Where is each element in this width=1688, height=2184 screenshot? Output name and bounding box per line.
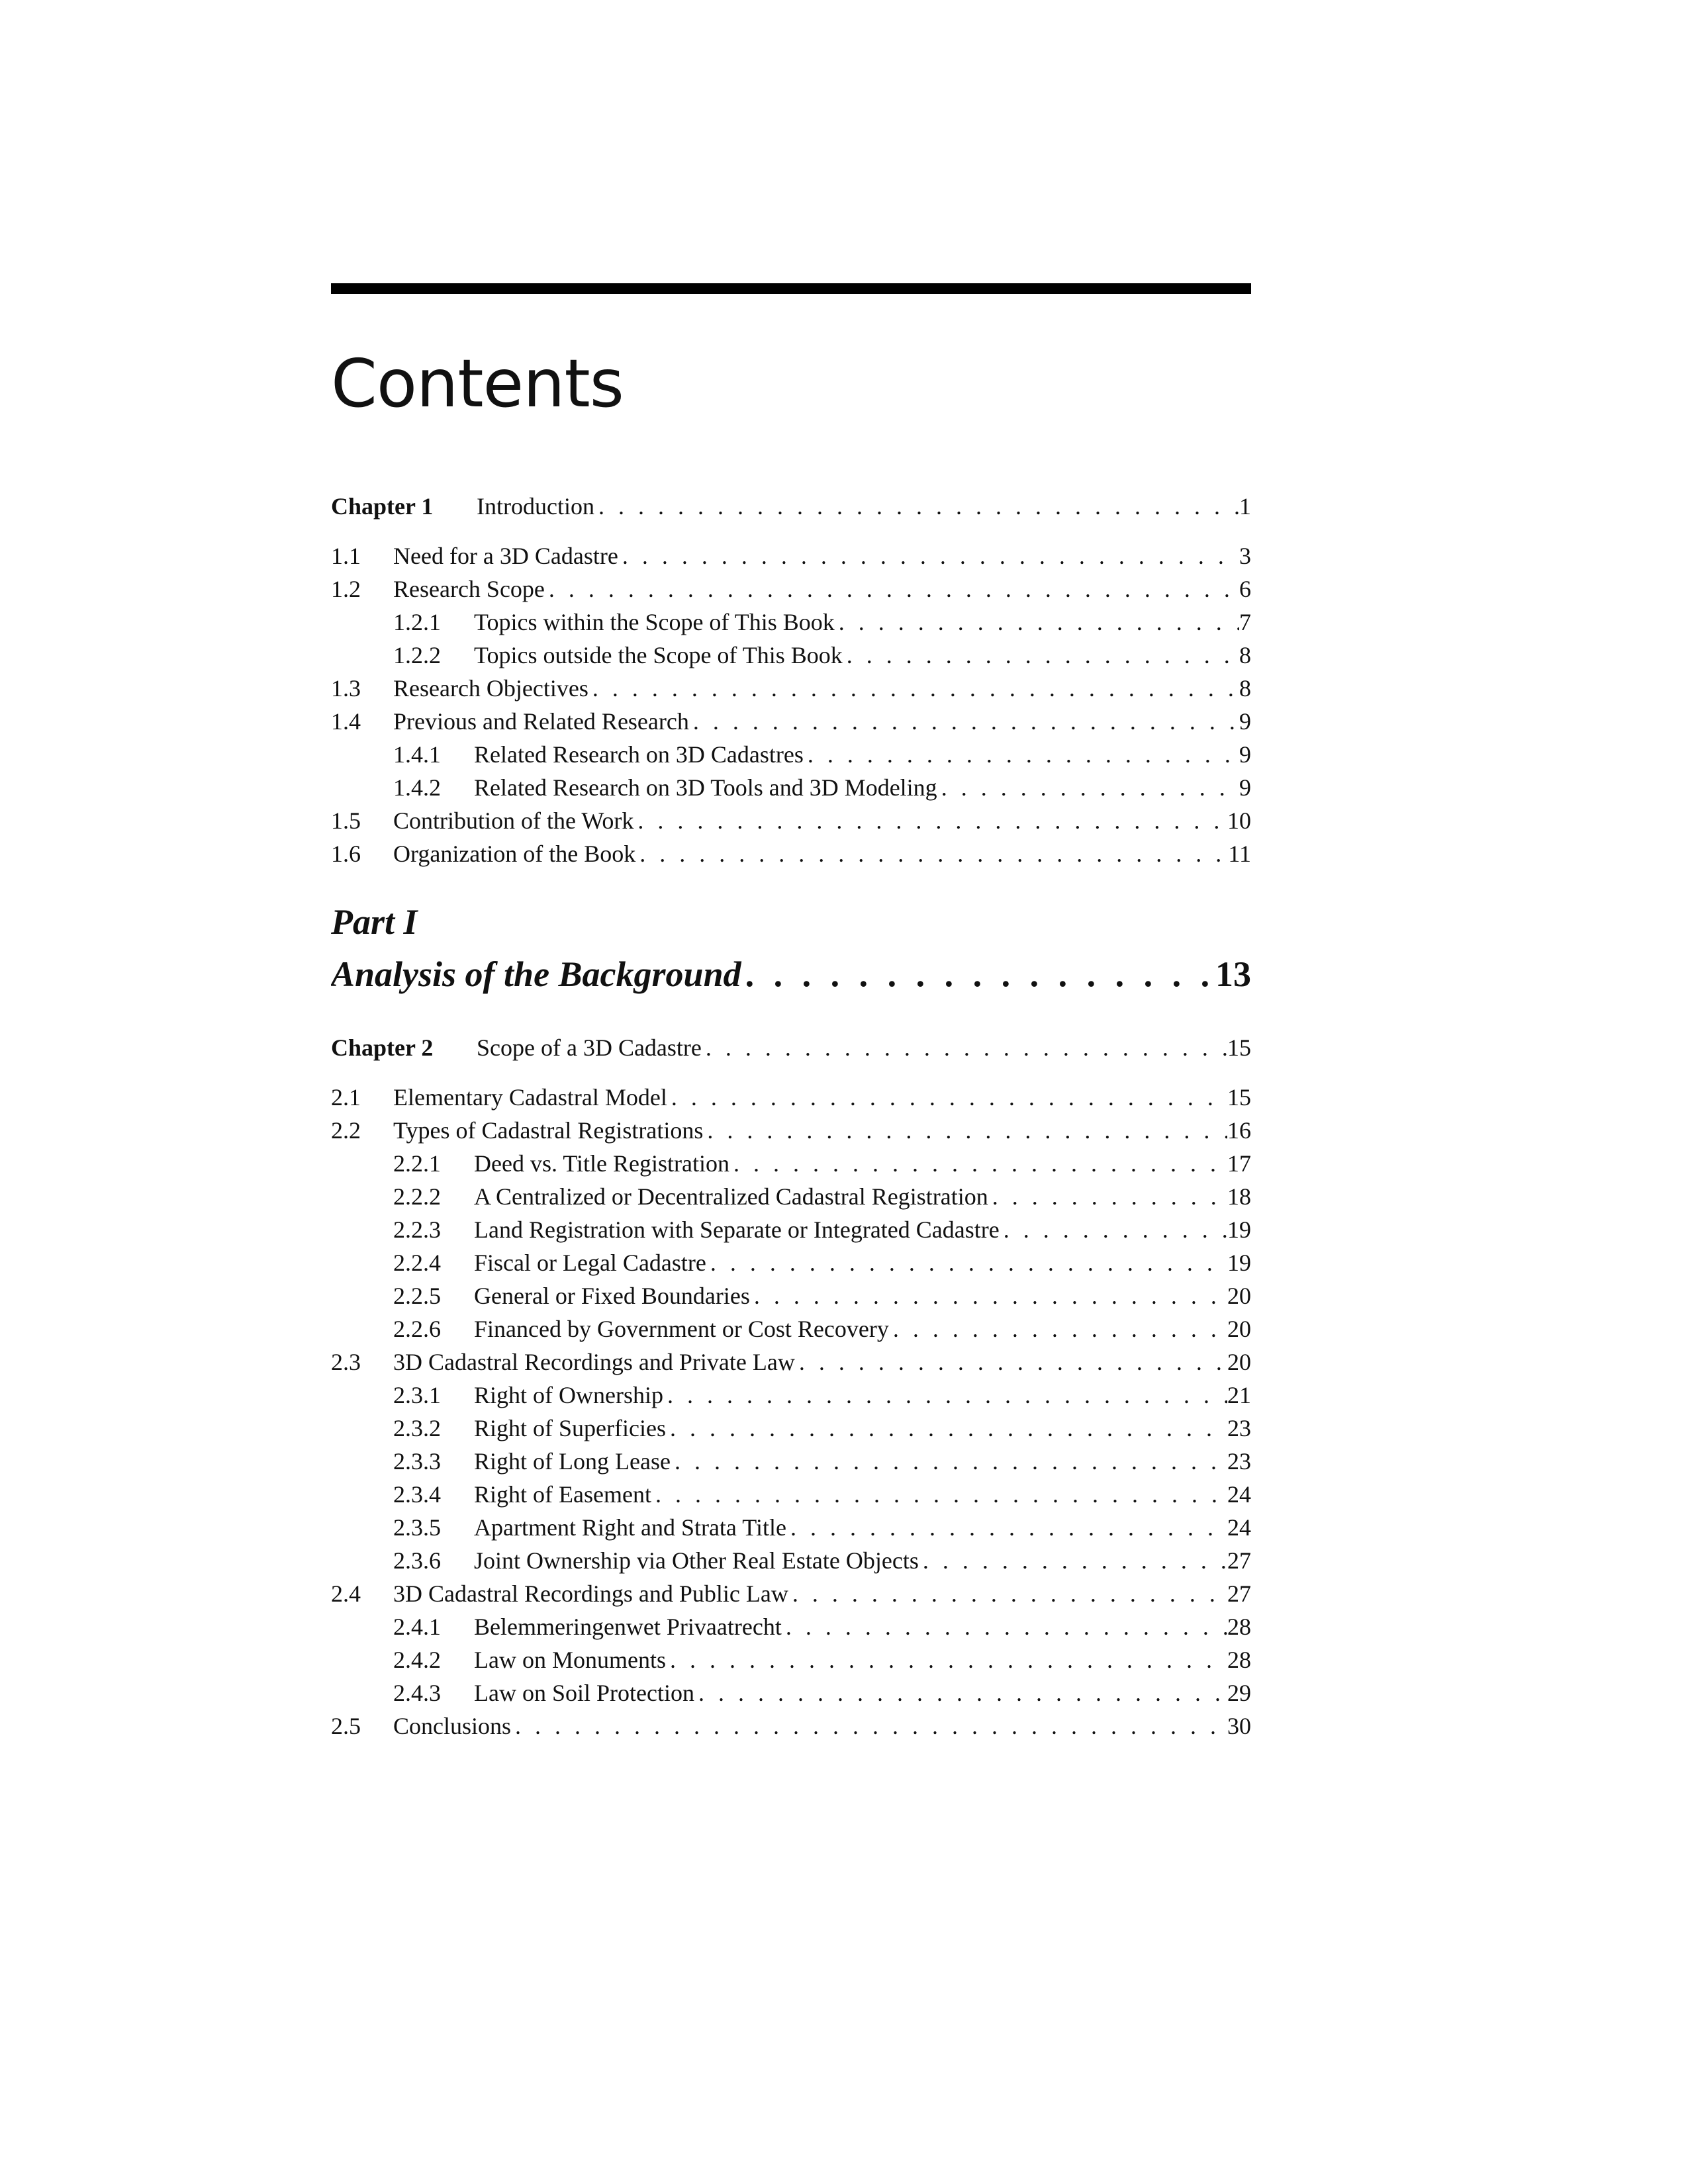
section-number: 2.3.6	[393, 1547, 441, 1574]
page-title: Contents	[331, 345, 624, 422]
section-number: 1.2	[331, 576, 361, 602]
dot-leader	[588, 672, 1239, 705]
dot-leader	[750, 1279, 1227, 1312]
dot-leader	[694, 1676, 1227, 1709]
section-number: 2.3.5	[393, 1514, 441, 1541]
toc-leader	[474, 1147, 1251, 1180]
toc-leader	[393, 804, 1251, 837]
page-number: 23	[1227, 1448, 1251, 1475]
section-number: 2.3	[331, 1349, 361, 1375]
section-title: General or Fixed Boundaries	[474, 1283, 750, 1309]
dot-leader	[782, 1610, 1227, 1643]
page-number: 27	[1227, 1580, 1251, 1607]
section-number: 2.2.4	[393, 1250, 441, 1276]
chapter-label: Chapter 1	[331, 493, 434, 520]
section-title: Right of Long Lease	[474, 1448, 671, 1475]
section-title: Organization of the Book	[393, 841, 636, 867]
section-number: 2.2.6	[393, 1316, 441, 1342]
page-number: 8	[1239, 675, 1251, 702]
section-number: 2.3.4	[393, 1481, 441, 1508]
dot-leader	[511, 1709, 1227, 1743]
section-number: 2.3.3	[393, 1448, 441, 1475]
dot-leader	[667, 1081, 1227, 1114]
section-title: Previous and Related Research	[393, 708, 689, 735]
toc-leader	[393, 539, 1251, 572]
section-number: 2.1	[331, 1084, 361, 1111]
section-title: Topics within the Scope of This Book	[474, 609, 835, 635]
section-number: 1.6	[331, 841, 361, 867]
dot-leader	[788, 1577, 1227, 1610]
dot-leader	[741, 950, 1215, 998]
part-heading[interactable]	[331, 950, 1251, 998]
toc-entry[interactable]	[331, 1246, 1251, 1279]
toc-entry[interactable]	[331, 1676, 1251, 1709]
toc-entry[interactable]	[331, 1081, 1251, 1114]
toc-leader	[474, 1544, 1251, 1577]
toc-leader	[477, 1031, 1251, 1064]
toc-leader	[474, 1246, 1251, 1279]
toc-leader	[477, 490, 1251, 523]
toc-leader	[393, 837, 1251, 870]
toc-entry[interactable]	[331, 1577, 1251, 1610]
section-number: 2.2.1	[393, 1150, 441, 1177]
chapter-title: Scope of a 3D Cadastre	[477, 1034, 702, 1061]
toc-entry[interactable]	[331, 804, 1251, 837]
section-title: Law on Soil Protection	[474, 1680, 694, 1706]
toc-entry[interactable]	[331, 1445, 1251, 1478]
page-number: 29	[1227, 1680, 1251, 1706]
section-number: 1.2.2	[393, 642, 441, 668]
dot-leader	[594, 490, 1239, 523]
dot-leader	[988, 1180, 1227, 1213]
chapter-1-entries	[331, 539, 1251, 870]
page-number: 28	[1227, 1647, 1251, 1673]
section-title: Research Objectives	[393, 675, 588, 702]
page-number: 6	[1239, 576, 1251, 602]
page-number: 9	[1239, 708, 1251, 735]
toc-leader	[393, 1114, 1251, 1147]
page-number: 30	[1227, 1713, 1251, 1739]
dot-leader	[835, 606, 1239, 639]
dot-leader	[635, 837, 1228, 870]
toc-entry[interactable]	[331, 639, 1251, 672]
chapter-label: Chapter 2	[331, 1034, 434, 1061]
toc-entry[interactable]	[331, 1610, 1251, 1643]
dot-leader	[545, 572, 1239, 606]
page-number: 17	[1227, 1150, 1251, 1177]
page-number: 15	[1227, 1034, 1251, 1061]
dot-leader	[804, 738, 1239, 771]
page-number: 19	[1227, 1250, 1251, 1276]
section-title: Right of Ownership	[474, 1382, 663, 1408]
dot-leader	[702, 1031, 1227, 1064]
section-title: Joint Ownership via Other Real Estate Objects	[474, 1547, 919, 1574]
page-number: 20	[1227, 1316, 1251, 1342]
toc-leader	[393, 672, 1251, 705]
toc-leader	[393, 705, 1251, 738]
page-number: 20	[1227, 1283, 1251, 1309]
section-number: 1.4.2	[393, 774, 441, 801]
dot-leader	[706, 1246, 1227, 1279]
dot-leader	[689, 705, 1239, 738]
page-number: 10	[1227, 807, 1251, 834]
part-title: Analysis of the Background	[331, 954, 741, 994]
toc-leader	[474, 1610, 1251, 1643]
section-title: Right of Easement	[474, 1481, 651, 1508]
section-title: Deed vs. Title Registration	[474, 1150, 729, 1177]
section-number: 1.5	[331, 807, 361, 834]
dot-leader	[843, 639, 1239, 672]
page-number: 24	[1227, 1481, 1251, 1508]
toc-leader	[474, 1279, 1251, 1312]
toc-leader	[393, 1081, 1251, 1114]
toc-entry[interactable]	[331, 1544, 1251, 1577]
toc-entry[interactable]	[331, 1511, 1251, 1544]
page-number: 27	[1227, 1547, 1251, 1574]
section-title: Topics outside the Scope of This Book	[474, 642, 843, 668]
toc-leader	[474, 1379, 1251, 1412]
toc-entry[interactable]	[331, 1478, 1251, 1511]
page-number: 13	[1215, 954, 1251, 994]
toc-entry[interactable]	[331, 539, 1251, 572]
section-title: Research Scope	[393, 576, 545, 602]
dot-leader	[651, 1478, 1227, 1511]
page-number: 1	[1239, 493, 1251, 520]
section-title: Conclusions	[393, 1713, 512, 1739]
dot-leader	[618, 539, 1239, 572]
section-title: Elementary Cadastral Model	[393, 1084, 667, 1111]
toc-leader	[474, 639, 1251, 672]
section-title: Apartment Right and Strata Title	[474, 1514, 786, 1541]
toc-entry[interactable]	[331, 1709, 1251, 1743]
toc-leader	[474, 1213, 1251, 1246]
dot-leader	[919, 1544, 1227, 1577]
section-title: Right of Superficies	[474, 1415, 666, 1441]
section-number: 2.3.1	[393, 1382, 441, 1408]
page-number: 11	[1228, 841, 1251, 867]
section-number: 2.2	[331, 1117, 361, 1144]
section-number: 2.3.2	[393, 1415, 441, 1441]
toc-leader	[393, 1709, 1251, 1743]
toc-leader	[393, 572, 1251, 606]
toc-leader	[474, 771, 1251, 804]
toc-leader	[474, 1445, 1251, 1478]
dot-leader	[937, 771, 1239, 804]
section-number: 2.4.3	[393, 1680, 441, 1706]
section-title: Belemmeringenwet Privaatrecht	[474, 1614, 782, 1640]
toc-entry[interactable]	[331, 672, 1251, 705]
section-title: Financed by Government or Cost Recovery	[474, 1316, 889, 1342]
toc-entry[interactable]	[331, 705, 1251, 738]
section-number: 2.5	[331, 1713, 361, 1739]
toc-leader	[474, 1180, 1251, 1213]
section-number: 2.2.3	[393, 1216, 441, 1243]
page-number: 24	[1227, 1514, 1251, 1541]
toc-entry[interactable]	[331, 1213, 1251, 1246]
dot-leader	[889, 1312, 1227, 1345]
toc-entry[interactable]	[331, 1147, 1251, 1180]
part-label: Part I	[331, 902, 418, 942]
section-title: A Centralized or Decentralized Cadastral Registration	[474, 1183, 988, 1210]
page-number: 16	[1227, 1117, 1251, 1144]
page-number: 20	[1227, 1349, 1251, 1375]
toc-leader	[474, 1676, 1251, 1709]
section-number: 1.3	[331, 675, 361, 702]
toc-entry[interactable]	[331, 606, 1251, 639]
dot-leader	[703, 1114, 1227, 1147]
section-title: Land Registration with Separate or Integrated Cadastre	[474, 1216, 1000, 1243]
toc-leader	[474, 1478, 1251, 1511]
page-number: 3	[1239, 543, 1251, 569]
toc-entry[interactable]	[331, 1412, 1251, 1445]
heading-rule	[331, 283, 1251, 294]
section-number: 1.4	[331, 708, 361, 735]
page-number: 9	[1239, 774, 1251, 801]
section-number: 2.4.2	[393, 1647, 441, 1673]
section-title: 3D Cadastral Recordings and Public Law	[393, 1580, 788, 1607]
toc-entry[interactable]	[331, 1379, 1251, 1412]
section-number: 1.2.1	[393, 609, 441, 635]
toc-entry[interactable]	[331, 572, 1251, 606]
toc-entry[interactable]	[331, 1643, 1251, 1676]
toc-entry[interactable]	[331, 1345, 1251, 1379]
section-title: Related Research on 3D Cadastres	[474, 741, 804, 768]
page-number: 28	[1227, 1614, 1251, 1640]
section-number: 1.4.1	[393, 741, 441, 768]
toc-entry[interactable]	[331, 837, 1251, 870]
page-number: 7	[1239, 609, 1251, 635]
section-title: Related Research on 3D Tools and 3D Modeling	[474, 774, 937, 801]
section-title: Types of Cadastral Registrations	[393, 1117, 704, 1144]
page-number: 18	[1227, 1183, 1251, 1210]
dot-leader	[786, 1511, 1227, 1544]
dot-leader	[666, 1643, 1227, 1676]
section-number: 2.4	[331, 1580, 361, 1607]
section-title: Fiscal or Legal Cadastre	[474, 1250, 706, 1276]
section-number: 1.1	[331, 543, 361, 569]
toc-entry[interactable]	[331, 1114, 1251, 1147]
page-number: 9	[1239, 741, 1251, 768]
toc-entry[interactable]	[331, 738, 1251, 771]
toc-entry[interactable]	[331, 1312, 1251, 1345]
dot-leader	[1000, 1213, 1227, 1246]
dot-leader	[795, 1345, 1227, 1379]
toc-leader	[393, 1345, 1251, 1379]
chapter-heading[interactable]	[331, 490, 1251, 523]
toc-leader	[393, 1577, 1251, 1610]
chapter-heading[interactable]	[331, 1031, 1251, 1064]
section-title: 3D Cadastral Recordings and Private Law	[393, 1349, 795, 1375]
chapter-2-entries	[331, 1081, 1251, 1743]
chapter-title: Introduction	[477, 493, 594, 520]
page-number: 19	[1227, 1216, 1251, 1243]
page-number: 15	[1227, 1084, 1251, 1111]
toc-entry[interactable]	[331, 1279, 1251, 1312]
section-title: Contribution of the Work	[393, 807, 634, 834]
toc-entry[interactable]	[331, 1180, 1251, 1213]
section-title: Need for a 3D Cadastre	[393, 543, 618, 569]
toc-entry[interactable]	[331, 771, 1251, 804]
dot-leader	[633, 804, 1227, 837]
page-number: 8	[1239, 642, 1251, 668]
dot-leader	[666, 1412, 1227, 1445]
toc-leader	[474, 1312, 1251, 1345]
chapter-2-block	[331, 1031, 1251, 1064]
chapter-1-block	[331, 490, 1251, 523]
toc-leader	[474, 1511, 1251, 1544]
toc-leader	[474, 1412, 1251, 1445]
section-number: 2.4.1	[393, 1614, 441, 1640]
page-number: 21	[1227, 1382, 1251, 1408]
section-number: 2.2.5	[393, 1283, 441, 1309]
dot-leader	[729, 1147, 1227, 1180]
section-number: 2.2.2	[393, 1183, 441, 1210]
toc-leader	[474, 1643, 1251, 1676]
toc-leader	[474, 738, 1251, 771]
toc-leader	[474, 606, 1251, 639]
dot-leader	[663, 1379, 1227, 1412]
dot-leader	[671, 1445, 1227, 1478]
page-number: 23	[1227, 1415, 1251, 1441]
section-title: Law on Monuments	[474, 1647, 666, 1673]
